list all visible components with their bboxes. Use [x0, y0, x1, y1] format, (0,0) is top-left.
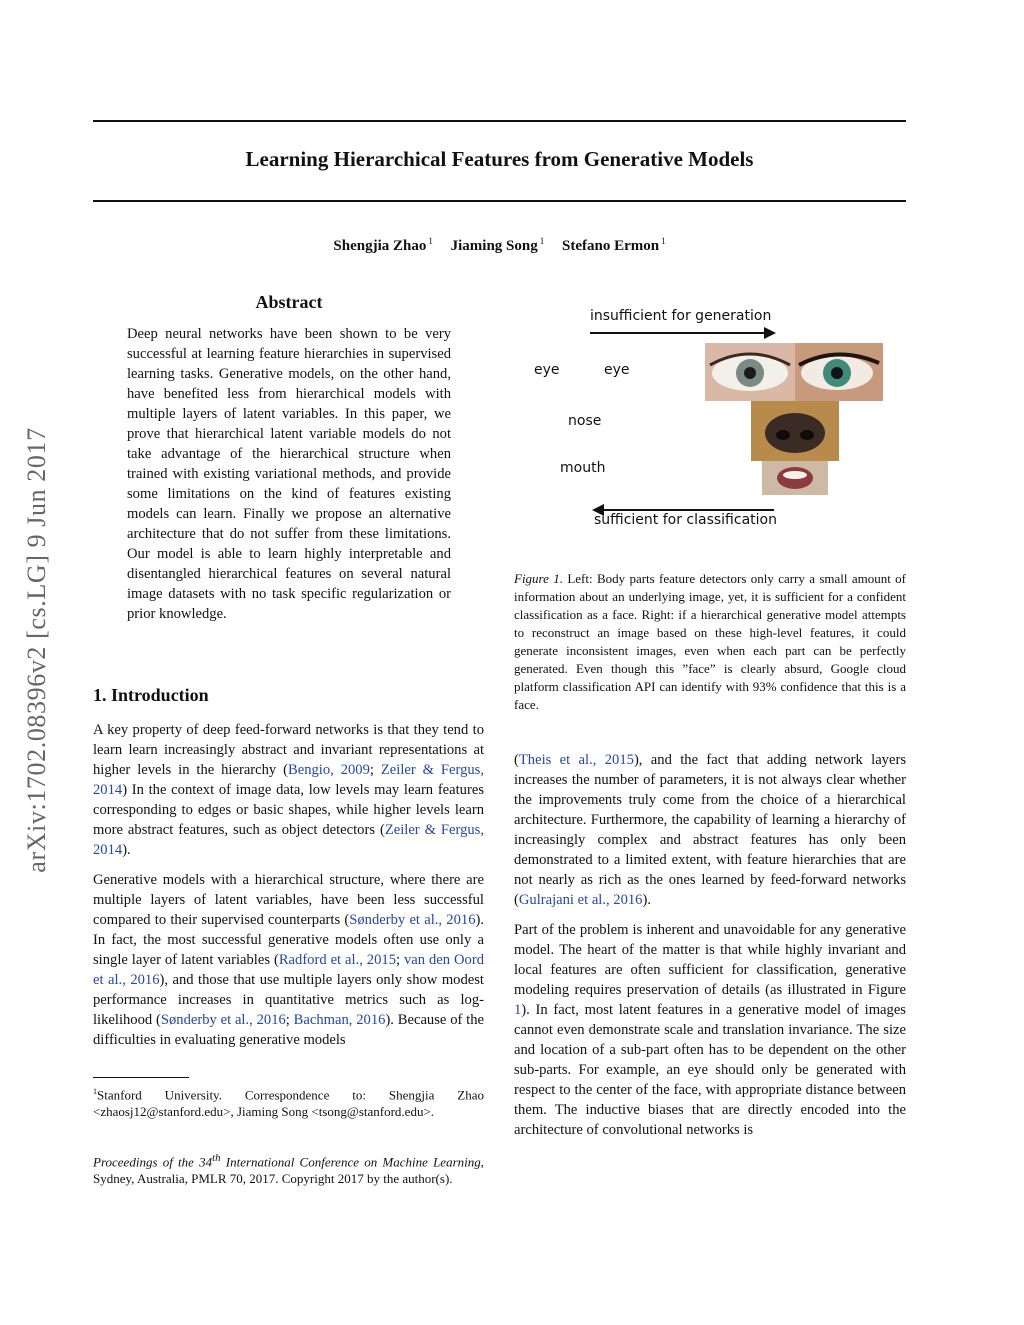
- nose-label: nose: [568, 413, 602, 429]
- citation-link[interactable]: Radford et al., 2015: [278, 952, 396, 968]
- paper-title: Learning Hierarchical Features from Generative Models: [245, 147, 754, 171]
- citation-link[interactable]: Gulrajani et al., 2016: [518, 892, 643, 908]
- title-top-rule: [93, 120, 906, 122]
- title-bottom-rule: [93, 200, 906, 202]
- mouth-label: mouth: [560, 460, 606, 476]
- proceedings-note: Proceedings of the 34th International Conference on Machine Learning, Sydney, Australia, PMLR 70, 2017. Copyright 2017 by the author(s).: [93, 1152, 484, 1187]
- author: Shengjia Zhao $^1$: [333, 236, 433, 254]
- citation-link[interactable]: Zeiler & Fergus, 2014: [93, 822, 484, 858]
- right-column-text: [514, 750, 906, 1150]
- left-column-text: [93, 720, 484, 1060]
- paragraph: A key property of deep feed-forward networks is that they tend to learn learn increasingly abstract and invariant representations at higher levels in the hierarchy (Bengio, 2009; Zeiler & Fergus, 2014) In the context of image data, low levels may learn features corresponding to edges or basic shapes, while higher levels learn more abstract features, such as object detectors (Zeiler & Fergus, 2014).: [93, 722, 484, 858]
- citation-link[interactable]: Sønderby et al., 2016: [349, 912, 476, 928]
- paragraph: Generative models with a hierarchical structure, where there are multiple layers of latent variables, have been less successful compared to their supervised counterparts (Sønderby et al., 2016). In fact, the most successful generative models often use only a single layer of latent variables (Radford et al., 2015; van den Oord et al., 2016), and those that use multiple layers only show modest performance increases in quantitative metrics such as log-likelihood (Sønderby et al., 2016; Bachman, 2016). Because of the difficulties in evaluating generative models: [93, 872, 485, 1048]
- footnote-rule: [93, 1077, 189, 1078]
- citation-link[interactable]: Zeiler & Fergus, 2014: [93, 762, 484, 798]
- abstract-text: Deep neural networks have been shown to be very successful at learning feature hierarchies in supervised learning tasks. Generative models, on the other hand, have benefited less from hierarchical models with multiple layers of latent variables. In this paper, we prove that hierarchical latent variable models do not take advantage of the hierarchical structure when trained with existing variational methods, and provide some limitations on the kind of features existing models can learn. Finally we propose an alternative architecture that do not suffer from these limitations. Our model is able to learn highly interpretable and disentangled hierarchical features on several natural image datasets with no task specific regularization or prior knowledge.: [127, 326, 451, 622]
- citation-link[interactable]: Theis et al., 2015: [518, 752, 634, 768]
- figure-caption: Figure 1. Left: Body parts feature detectors only carry a small amount of information about an underlying image, yet, it is sufficient for a confident classification as a face. Right: if a hierarchical generative model attempts to reconstruct an image based on these high-level features, it could generate inconsistent images, even when each part can be perfectly generated. Even though this ”face” is clearly absurd, Google cloud platform classification API can identify with 93% confidence that this is a face.: [514, 571, 906, 712]
- citation-link[interactable]: van den Oord et al., 2016: [93, 952, 485, 988]
- footnote: $^1$Stanford University. Correspondence to: Shengjia Zhao <zhaosj12@stanford.edu>, Jiaming Song <tsong@stanford.edu>.: [93, 1087, 484, 1120]
- eye-label-right: eye: [604, 362, 630, 378]
- paragraph: (Theis et al., 2015), and the fact that adding network layers increases the number of parameters, it is not always clear whether the improvements truly come from the choice of a hierarchical architecture. Furthermore, the capability of learning a hierarchy of increasingly complex and abstract features has only been demonstrated to a limited extent, with feature hierarchies that are not nearly as rich as the ones learned by feed-forward networks (Gulrajani et al., 2016).: [514, 752, 907, 908]
- figure-ref-link[interactable]: 1: [514, 1002, 522, 1018]
- author: Jiaming Song $^1$: [450, 236, 545, 254]
- right-arrow-icon: [590, 326, 776, 340]
- mouth-photo: [762, 461, 828, 495]
- author: Stefano Ermon $^1$: [561, 236, 666, 254]
- arxiv-identifier: arXiv:1702.08396v2 [cs.LG] 9 Jun 2017: [22, 427, 51, 873]
- bottom-arrow-label: sufficient for classification: [594, 512, 777, 528]
- top-arrow-label: insufficient for generation: [590, 308, 772, 324]
- citation-link[interactable]: Bengio, 2009: [288, 762, 370, 778]
- nose-photo: [751, 401, 839, 461]
- citation-link[interactable]: Bachman, 2016: [293, 1012, 386, 1028]
- section-heading-introduction: 1. Introduction: [93, 685, 209, 705]
- citation-link[interactable]: Sønderby et al., 2016: [160, 1012, 286, 1028]
- author-list: [93, 236, 906, 255]
- eye-label-left: eye: [534, 362, 560, 378]
- paragraph: Part of the problem is inherent and unavoidable for any generative model. The heart of the matter is that while highly invariant and local features are often sufficient for classification, generative modeling requires preservation of details (as illustrated in Figure 1). In fact, most latent features in a generative model of images cannot even demonstrate scale and translation invariance. The size and location of a sub-part often has to be dependent on the other sub-parts. For example, an eye should only be generated with respect to the center of the face, with appropriate distance between them. The inductive biases that are directly encoded into the architecture of convolutional networks is: [514, 922, 906, 1138]
- eye-photo-left: [705, 343, 795, 401]
- abstract-heading: Abstract: [255, 292, 323, 312]
- eye-photo-right: [795, 343, 883, 401]
